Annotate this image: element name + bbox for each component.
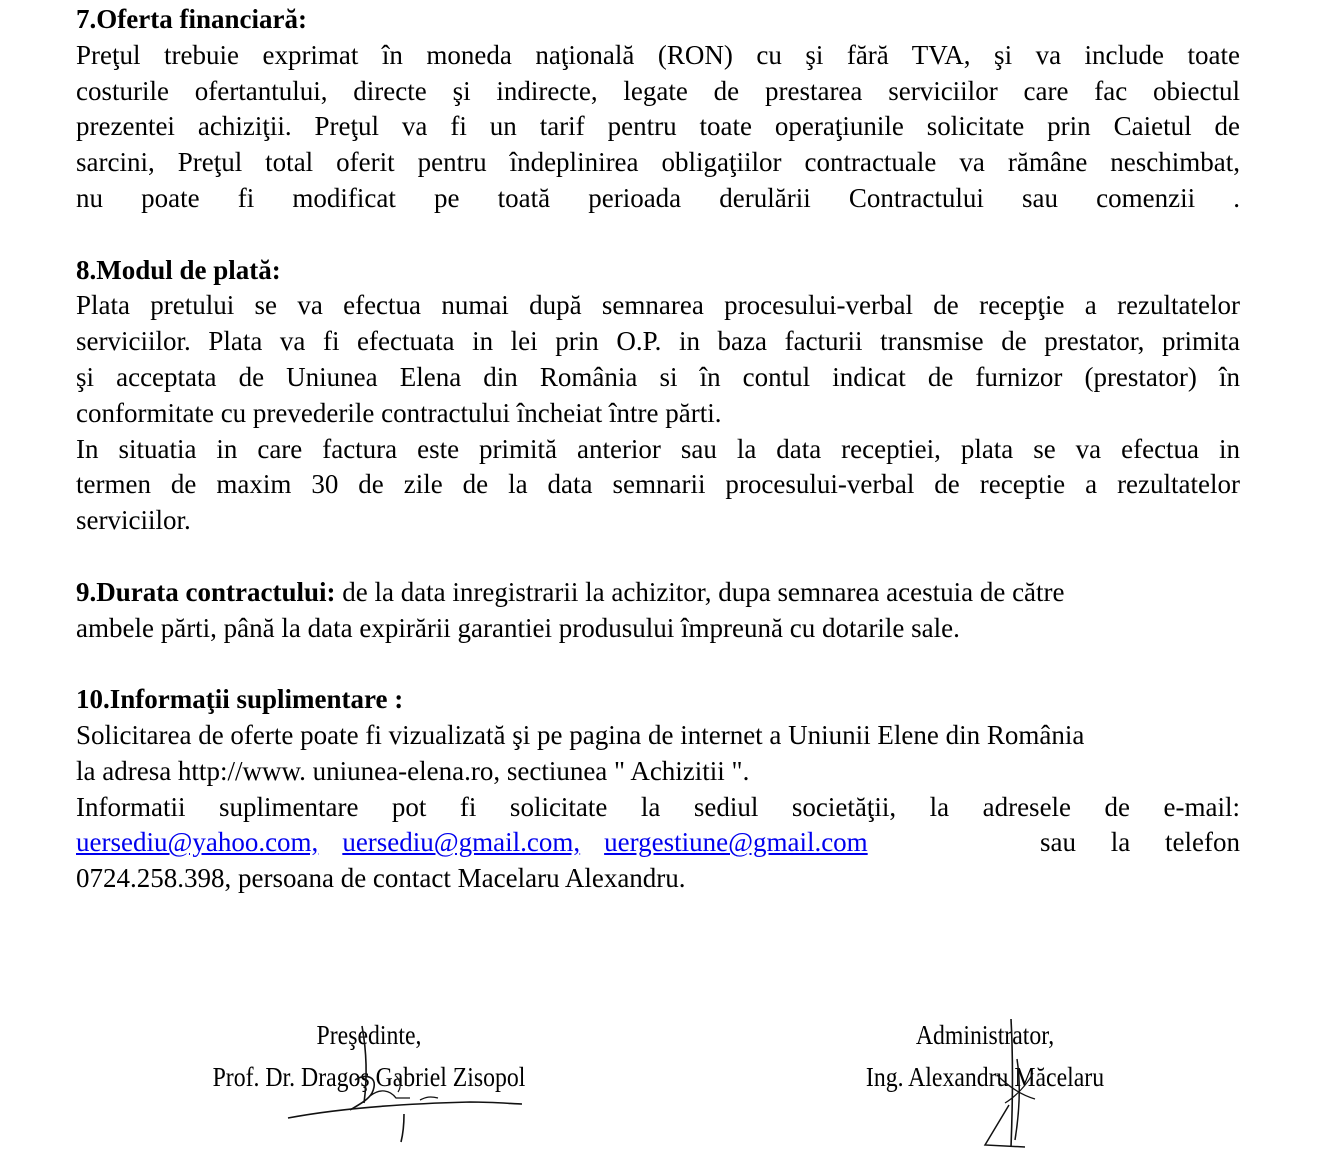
section-7-line-1: Preţul trebuie exprimat în moneda naţională (RON) cu şi fără TVA, şi va include toate xyxy=(76,39,1240,70)
signature-block-president xyxy=(186,1014,552,1098)
email-link-spacer[interactable] xyxy=(318,825,342,861)
signature-title-president: Preşedinte, xyxy=(316,1020,422,1050)
spacer xyxy=(76,646,1240,682)
email-group xyxy=(76,825,868,861)
section-8-line-5: In situatia in care factura este primită anterior sau la data receptiei, plata se va efectua in xyxy=(76,433,1240,464)
phone-prefix: sau la telefon xyxy=(1040,827,1240,858)
section-8-line-2: serviciilor. Plata va fi efectuata in lei prin O.P. in baza facturii transmise de prestator, primita xyxy=(76,326,1240,357)
section-8-line-1: Plata pretului se va efectua numai după semnarea procesului-verbal de recepţie a rezultatelor xyxy=(76,290,1240,321)
section-9-heading: 9.Durata contractului: xyxy=(76,576,336,607)
section-payment-method xyxy=(76,253,1240,539)
section-9-line-2: ambele părti, până la data expirării garantiei produsului împreună cu dotarile sale. xyxy=(76,612,960,643)
section-10-line-5: 0724.258.398, persoana de contact Macelaru Alexandru. xyxy=(76,863,686,894)
email-link-uergestiune-gmail[interactable]: uergestiune@gmail.com xyxy=(604,827,868,858)
email-link-uersediu-gmail[interactable]: uersediu@gmail.com, xyxy=(342,827,581,858)
document-page xyxy=(76,2,1240,897)
section-contract-duration xyxy=(76,575,1240,647)
signature-block-administrator xyxy=(842,1014,1128,1098)
section-8-line-6: termen de maxim 30 de zile de la data semnarii procesului-verbal de receptie a rezultatelor xyxy=(76,469,1240,500)
section-7-heading: 7.Oferta financiară: xyxy=(76,4,307,34)
section-8-heading: 8.Modul de plată: xyxy=(76,254,281,285)
section-7-line-3: prezentei achiziţii. Preţul va fi un tarif pentru toate operaţiunile solicitate prin Caietul de xyxy=(76,111,1240,142)
section-7-line-5: nu poate fi modificat pe toată perioada derulării Contractului sau comenzii . xyxy=(76,182,1240,213)
spacer xyxy=(76,217,1240,253)
section-10-heading: 10.Informaţii suplimentare : xyxy=(76,684,404,715)
signature-name-president: Prof. Dr. Dragoş Gabriel Zisopol xyxy=(212,1062,526,1092)
signature-name-administrator: Ing. Alexandru Măcelaru xyxy=(865,1062,1105,1092)
section-9-text-1: de la data inregistrarii la achizitor, dupa semnarea acestuia de către xyxy=(335,576,1065,607)
section-8-line-3: şi acceptata de Uniunea Elena din România si în contul indicat de furnizor (prestator) în xyxy=(76,361,1240,392)
section-7-line-2: costurile ofertantului, directe şi indirecte, legate de prestarea serviciilor care fac obiectul xyxy=(76,75,1240,106)
section-9-line-1 xyxy=(76,575,1240,611)
section-10-line-1: Solicitarea de oferte poate fi vizualizată şi pe pagina de internet a Uniunii Elene din România xyxy=(76,719,1085,750)
section-10-line-4 xyxy=(76,825,1240,861)
section-financial-offer xyxy=(76,2,1240,217)
section-additional-info xyxy=(76,682,1240,897)
email-separator xyxy=(580,825,604,861)
email-link-uersediu-yahoo[interactable]: uersediu@yahoo.com, xyxy=(76,827,319,858)
spacer xyxy=(76,539,1240,575)
section-8-line-4: conformitate cu prevederile contractului încheiat între părti. xyxy=(76,397,722,428)
signature-title-administrator: Administrator, xyxy=(915,1020,1055,1050)
section-10-line-2: la adresa http://www. uniunea-elena.ro, sectiunea " Achizitii ". xyxy=(76,755,750,786)
section-8-line-7: serviciilor. xyxy=(76,505,191,536)
section-7-line-4: sarcini, Preţul total oferit pentru îndeplinirea obligaţiilor contractuale va rămâne neschimbat, xyxy=(76,147,1240,178)
section-10-line-3: Informatii suplimentare pot fi solicitate la sediul societăţii, la adresele de e-mail: xyxy=(76,791,1240,822)
